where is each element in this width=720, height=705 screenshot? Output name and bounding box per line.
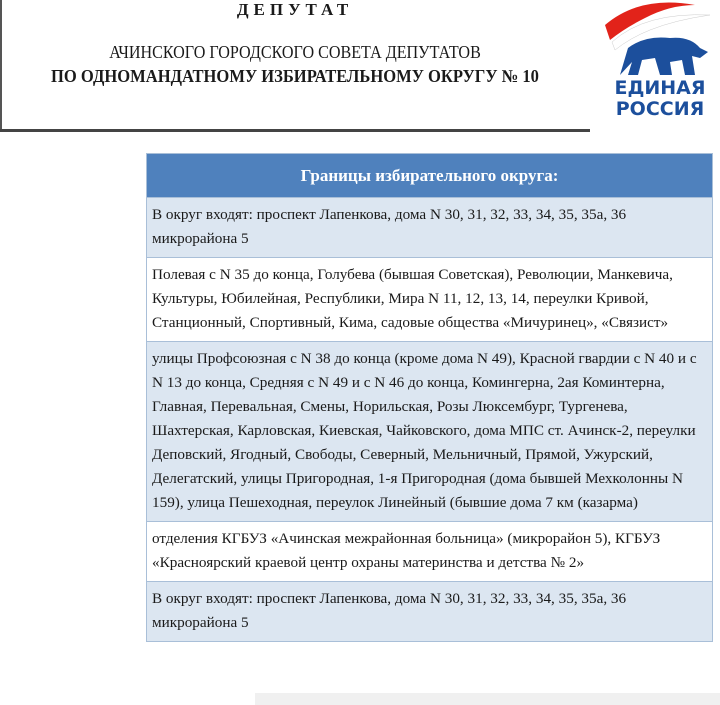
table-row	[147, 582, 713, 642]
table-row	[147, 522, 713, 582]
subtitle-council: АЧИНСКОГО ГОРОДСКОГО СОВЕТА ДЕПУТАТОВ	[109, 42, 481, 62]
table-row	[147, 258, 713, 342]
svg-text:РОССИЯ: РОССИЯ	[615, 98, 705, 120]
header-divider	[0, 129, 590, 132]
table-row	[147, 198, 713, 258]
svg-text:ЕДИНАЯ: ЕДИНАЯ	[614, 77, 706, 99]
district-boundaries-table	[146, 153, 713, 642]
subtitle-district: ПО ОДНОМАНДАТНОМУ ИЗБИРАТЕЛЬНОМУ ОКРУГУ № 10	[51, 66, 539, 86]
table-cell: Полевая с N 35 до конца, Голубева (бывшая Советская), Революции, Манкевича, Культуры, Юбилейная, Республики, Мира N 11, 12, 13, 14, переулки Кривой, Станционный, Спортивный, Кима, садовые общества «Мичуринец», «Связист»	[147, 258, 713, 342]
table-cell: отделения КГБУЗ «Ачинская межрайонная больница» (микрорайон 5), КГБУЗ «Красноярский краевой центр охраны материнства и детства № 2»	[147, 522, 713, 582]
united-russia-logo	[600, 0, 718, 120]
table-row	[147, 342, 713, 522]
table-heading: Границы избирательного округа:	[147, 154, 713, 198]
page-title: ДЕПУТАТ	[236, 0, 354, 19]
table-cell: В округ входят: проспект Лапенкова, дома N 30, 31, 32, 33, 34, 35, 35а, 36 микрорайона 5	[147, 582, 713, 642]
table-cell: В округ входят: проспект Лапенкова, дома N 30, 31, 32, 33, 34, 35, 35а, 36 микрорайона 5	[147, 198, 713, 258]
page-edge-shadow	[255, 693, 720, 705]
table-cell: улицы Профсоюзная с N 38 до конца (кроме дома N 49), Красной гвардии с N 40 и с N 13 до конца, Средняя с N 49 и с N 46 до конца, Комингерна, 2ая Коминтерна, Главная, Перевальная, Смены, Норильская, Розы Люксембург, Тургенева, Шахтерская, Карловская, Киевская, Чайковского, дома МПС ст. Ачинск-2, переулки Деповский, Ягодный, Свободы, Северный, Мельничный, Прямой, Ужурский, Делегатский, улицы Пригородная, 1-я Пригородная (дома бывшей Мехколонны N 159), улица Пешеходная, переулок Линейный (бывшие дома 7 км (казарма)	[147, 342, 713, 522]
